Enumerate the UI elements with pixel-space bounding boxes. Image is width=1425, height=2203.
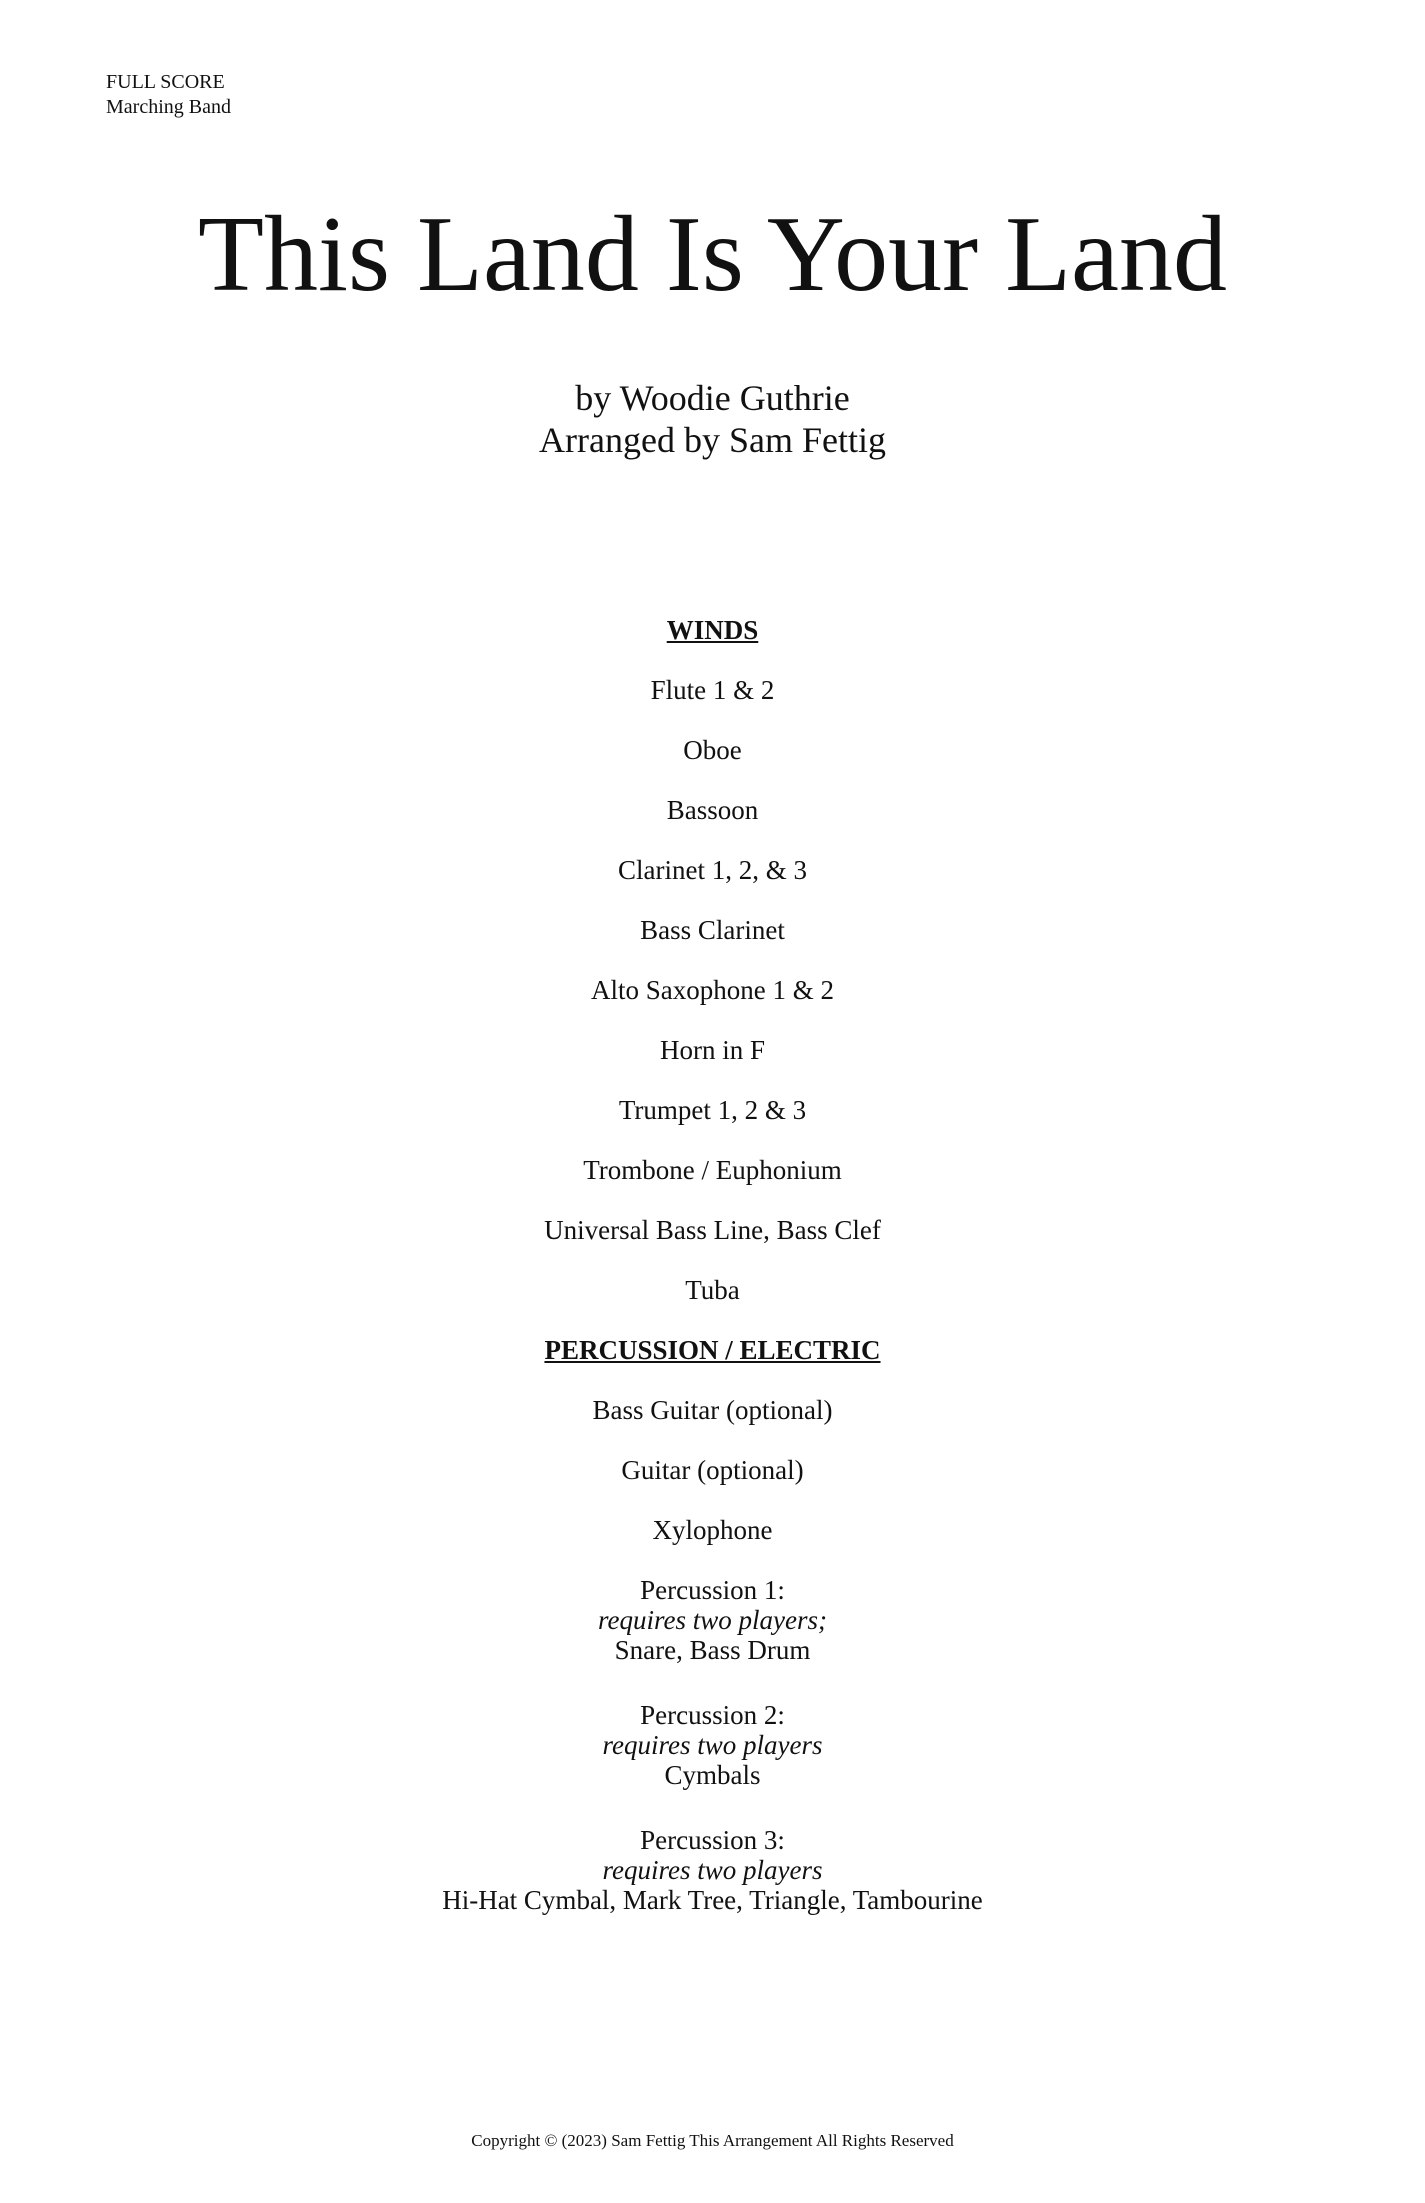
percussion-heading: PERCUSSION / ELECTRIC	[544, 1335, 881, 1365]
percussion-group-name: Percussion 1:	[640, 1575, 785, 1605]
percussion-group-instruments: Hi-Hat Cymbal, Mark Tree, Triangle, Tambourine	[442, 1885, 983, 1915]
percussion-group	[0, 1695, 1425, 1790]
winds-heading: WINDS	[666, 615, 759, 645]
page-title: This Land Is Your Land	[198, 195, 1227, 314]
instrument-item: Horn in F	[659, 1035, 765, 1065]
instrument-item: Trumpet 1, 2 & 3	[618, 1095, 807, 1125]
percussion-group-name: Percussion 2:	[640, 1700, 785, 1730]
instrument-item: Bass Clarinet	[640, 915, 785, 945]
score-type-label: FULL SCORE	[106, 71, 225, 93]
instrument-item: Bass Guitar (optional)	[592, 1395, 833, 1425]
arranger-credit: Arranged by Sam Fettig	[539, 420, 886, 460]
instrument-item: Alto Saxophone 1 & 2	[591, 975, 834, 1005]
percussion-group-note: requires two players;	[598, 1605, 827, 1635]
ensemble-label: Marching Band	[106, 96, 231, 118]
instrumentation-list	[0, 610, 1425, 1945]
percussion-group-note: requires two players	[602, 1855, 823, 1885]
instrument-item: Oboe	[683, 735, 742, 765]
instrument-item: Flute 1 & 2	[650, 675, 775, 705]
instrument-item: Guitar (optional)	[621, 1455, 804, 1485]
score-header	[106, 70, 231, 120]
percussion-group-instruments: Snare, Bass Drum	[614, 1635, 811, 1665]
credits	[0, 377, 1425, 461]
percussion-group-instruments: Cymbals	[664, 1760, 761, 1790]
percussion-group	[0, 1820, 1425, 1915]
composer-credit: by Woodie Guthrie	[575, 378, 850, 418]
percussion-group-name: Percussion 3:	[640, 1825, 785, 1855]
instrument-item: Universal Bass Line, Bass Clef	[544, 1215, 881, 1245]
instrument-item: Bassoon	[666, 795, 759, 825]
instrument-item: Xylophone	[652, 1515, 773, 1545]
percussion-group	[0, 1570, 1425, 1665]
instrument-item: Tuba	[685, 1275, 740, 1305]
instrument-item: Trombone / Euphonium	[583, 1155, 842, 1185]
copyright-notice: Copyright © (2023) Sam Fettig This Arrangement All Rights Reserved	[471, 2131, 954, 2150]
percussion-group-note: requires two players	[602, 1730, 823, 1760]
instrument-item: Clarinet 1, 2, & 3	[618, 855, 807, 885]
